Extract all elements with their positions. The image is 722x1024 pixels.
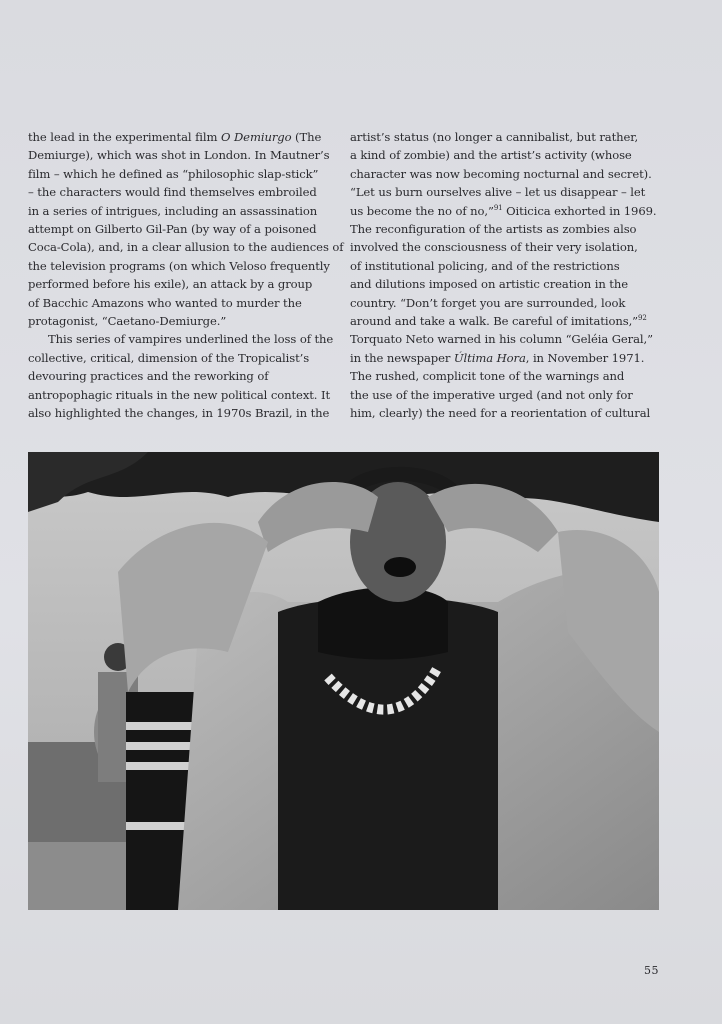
text-line: of institutional policing, and of the restrictions xyxy=(350,258,620,273)
text-line: the lead in the experimental film O Demiurgo (The xyxy=(28,130,322,144)
text-line: protagonist, “Caetano-Demiurge.” xyxy=(28,314,227,329)
photo-illustration xyxy=(28,452,659,910)
text-line: This series of vampires underlined the loss of the xyxy=(48,332,334,347)
text-line: attempt on Gilberto Gil-Pan (by way of a poisoned xyxy=(28,222,317,237)
text-line: devouring practices and the reworking of xyxy=(28,369,269,384)
text-line: “Let us burn ourselves alive – let us disappear – let xyxy=(350,185,646,200)
text-line: in the newspaper Última Hora, in November 1971. xyxy=(350,350,645,365)
text-line: him, clearly) the need for a reorientation of cultural xyxy=(350,406,651,421)
text-line: around and take a walk. Be careful of imitations,”$^{92}$ xyxy=(350,314,647,329)
text-line: Torquato Neto warned in his column “Geléia Geral,” xyxy=(350,332,653,347)
footnote-marker: 91 xyxy=(493,203,503,212)
text-line: and dilutions imposed on artistic creation in the xyxy=(350,277,628,292)
text-line: of Bacchic Amazons who wanted to murder the xyxy=(28,295,302,310)
footnote-marker: 92 xyxy=(637,314,647,323)
text-line: also highlighted the changes, in 1970s Brazil, in the xyxy=(28,406,330,421)
left-column xyxy=(28,128,344,423)
text-line: the television programs (on which Veloso frequently xyxy=(28,258,330,273)
paragraph-2 xyxy=(28,330,338,422)
text-line: – the characters would find themselves embroiled xyxy=(28,185,317,200)
newspaper-title: Última Hora xyxy=(453,350,526,365)
text-line: film – which he defined as “philosophic slap-stick” xyxy=(28,166,319,181)
paragraph-1 xyxy=(28,128,344,330)
text-line: country. “Don’t forget you are surrounded, look xyxy=(350,295,626,310)
text-line: the use of the imperative urged (and not only for xyxy=(350,387,633,402)
text-line: performed before his exile), an attack by a group xyxy=(28,277,313,292)
text-line: The reconfiguration of the artists as zombies also xyxy=(350,222,637,237)
film-title: O Demiurgo xyxy=(221,130,292,144)
photograph xyxy=(28,452,659,910)
text-line: Coca-Cola), and, in a clear allusion to the audiences of xyxy=(28,240,344,255)
text-line: a kind of zombie) and the artist’s activity (whose xyxy=(350,148,632,163)
text-line: artist’s status (no longer a cannibalist, but rather, xyxy=(350,130,639,144)
text-line: involved the consciousness of their very isolation, xyxy=(350,240,638,255)
right-column xyxy=(350,128,662,423)
page-number: 55 xyxy=(644,964,659,977)
text-line: collective, critical, dimension of the Tropicalist’s xyxy=(28,350,310,365)
paragraph-3 xyxy=(350,128,662,423)
text-line: Demiurge), which was shot in London. In Mautner’s xyxy=(28,148,330,163)
text-line: us become the no of no,”$^{91}$ Oiticica exhorted in 1969. xyxy=(350,203,657,218)
text-line: The rushed, complicit tone of the warnings and xyxy=(350,369,625,384)
text-line: character was now becoming nocturnal and secret). xyxy=(350,166,652,181)
text-line: in a series of intrigues, including an assassination xyxy=(28,203,318,218)
text-line: antropophagic rituals in the new political context. It xyxy=(28,387,331,402)
